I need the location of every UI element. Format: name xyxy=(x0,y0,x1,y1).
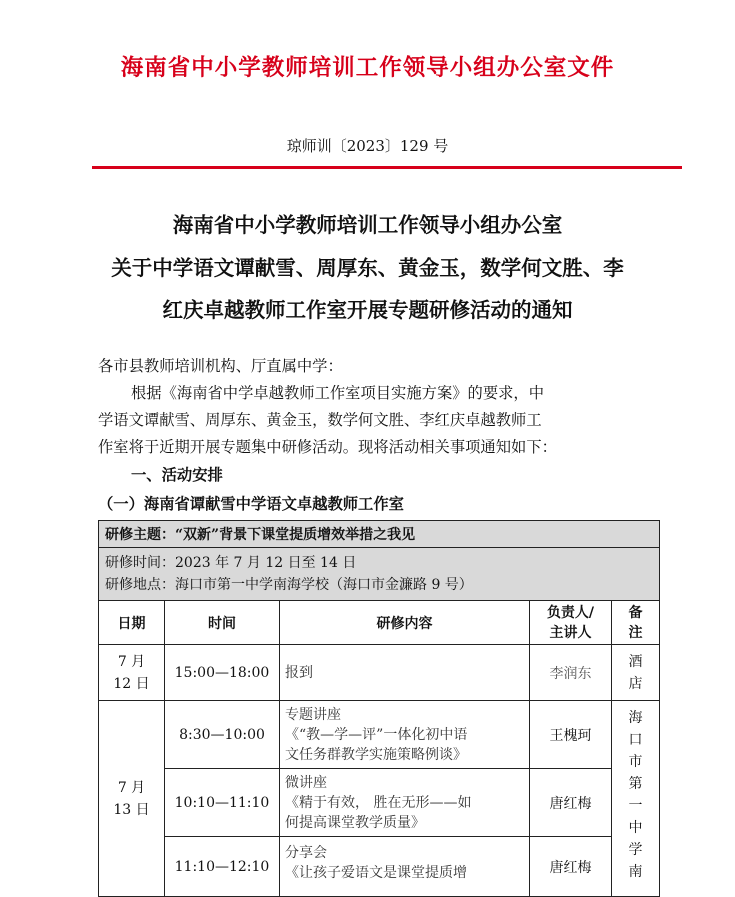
cell-text: 南 xyxy=(628,864,643,880)
cell-text: 专题讲座 xyxy=(285,706,341,723)
table-row xyxy=(99,645,660,701)
cell-text: 12 日 xyxy=(113,675,150,692)
cell-text: 口 xyxy=(628,732,643,748)
cell-text: 文任务群教学实施策略例谈》 xyxy=(285,746,467,763)
content-cell xyxy=(280,701,530,769)
time-cell: 10:10—11:10 xyxy=(165,769,280,837)
cell-text: 7 月 xyxy=(117,653,146,670)
column-header-content: 研修内容 xyxy=(280,601,530,645)
cell-text: 市 xyxy=(628,754,643,770)
paragraph-line: 根据《海南省中学卓越教师工作室项目实施方案》的要求，中 xyxy=(131,384,545,402)
research-location: 研修地点：海口市第一中学南海学校（海口市金濂路 9 号） xyxy=(105,577,473,593)
paragraph-line: 学语文谭献雪、周厚东、黄金玉，数学何文胜、李红庆卓越教师工 xyxy=(98,411,542,429)
schedule-table xyxy=(98,520,660,897)
paragraph-line: 作室将于近期开展专题集中研修活动。现将活动相关事项通知如下： xyxy=(98,438,557,456)
date-cell xyxy=(99,645,165,701)
column-header-lead xyxy=(530,601,612,645)
table-row xyxy=(99,769,660,837)
lead-cell: 王槐珂 xyxy=(530,701,612,769)
header-text: 主讲人 xyxy=(549,624,592,641)
cell-text: 何提高课堂教学质量》 xyxy=(285,814,425,831)
lead-cell: 李润东 xyxy=(530,645,612,701)
cell-text: 中 xyxy=(628,820,643,836)
column-header-time: 时间 xyxy=(165,601,280,645)
cell-text: 《精于有效， 胜在无形——如 xyxy=(285,794,472,811)
cell-text: 微讲座 xyxy=(285,774,327,791)
cell-text: 7 月 xyxy=(117,779,146,796)
document-number: 琼师训〔2023〕129 号 xyxy=(286,137,449,155)
header-text: 负责人/ xyxy=(546,604,595,621)
table-row xyxy=(99,837,660,897)
time-cell: 8:30—10:00 xyxy=(165,701,280,769)
cell-text: 第 xyxy=(628,776,643,792)
content-cell: 报到 xyxy=(280,645,530,701)
section-heading: 一、活动安排 xyxy=(131,466,223,484)
red-divider-line xyxy=(92,166,682,169)
time-cell: 15:00—18:00 xyxy=(165,645,280,701)
header-text: 注 xyxy=(628,624,643,641)
research-time: 研修时间：2023 年 7 月 12 日至 14 日 xyxy=(105,555,357,571)
notice-title-line-1: 海南省中小学教师培训工作领导小组办公室 xyxy=(172,213,563,237)
note-cell xyxy=(612,645,660,701)
cell-text: 学 xyxy=(628,842,643,858)
table-header-row xyxy=(99,601,660,645)
column-header-note xyxy=(612,601,660,645)
cell-text: 店 xyxy=(628,675,643,692)
header-text: 备 xyxy=(628,604,643,621)
cell-text: 一 xyxy=(628,798,643,814)
notice-title-line-2: 关于中学语文谭献雪、周厚东、黄金玉，数学何文胜、李 xyxy=(111,256,624,280)
date-cell xyxy=(99,701,165,897)
salutation: 各市县教师培训机构、厅直属中学： xyxy=(98,357,343,375)
time-cell: 11:10—12:10 xyxy=(165,837,280,897)
cell-text: 分享会 xyxy=(285,845,327,861)
research-time-location xyxy=(99,548,660,601)
note-cell xyxy=(612,701,660,897)
lead-cell: 唐红梅 xyxy=(530,769,612,837)
table-row xyxy=(99,701,660,769)
cell-text: 《“教—学—评”一体化初中语 xyxy=(285,726,468,743)
column-header-date: 日期 xyxy=(99,601,165,645)
cell-text: 海 xyxy=(628,710,643,726)
notice-title-line-3: 红庆卓越教师工作室开展专题研修活动的通知 xyxy=(162,298,573,322)
office-document-title: 海南省中小学教师培训工作领导小组办公室文件 xyxy=(120,55,615,81)
cell-text: 酒 xyxy=(628,653,643,670)
research-topic: 研修主题：“双新”背景下课堂提质增效举措之我见 xyxy=(99,521,660,548)
content-cell xyxy=(280,837,530,897)
lead-cell: 唐红梅 xyxy=(530,837,612,897)
cell-text: 《让孩子爱语文是课堂提质增 xyxy=(285,865,467,881)
subsection-heading: （一）海南省谭献雪中学语文卓越教师工作室 xyxy=(98,495,404,513)
content-cell xyxy=(280,769,530,837)
cell-text: 13 日 xyxy=(113,801,150,818)
